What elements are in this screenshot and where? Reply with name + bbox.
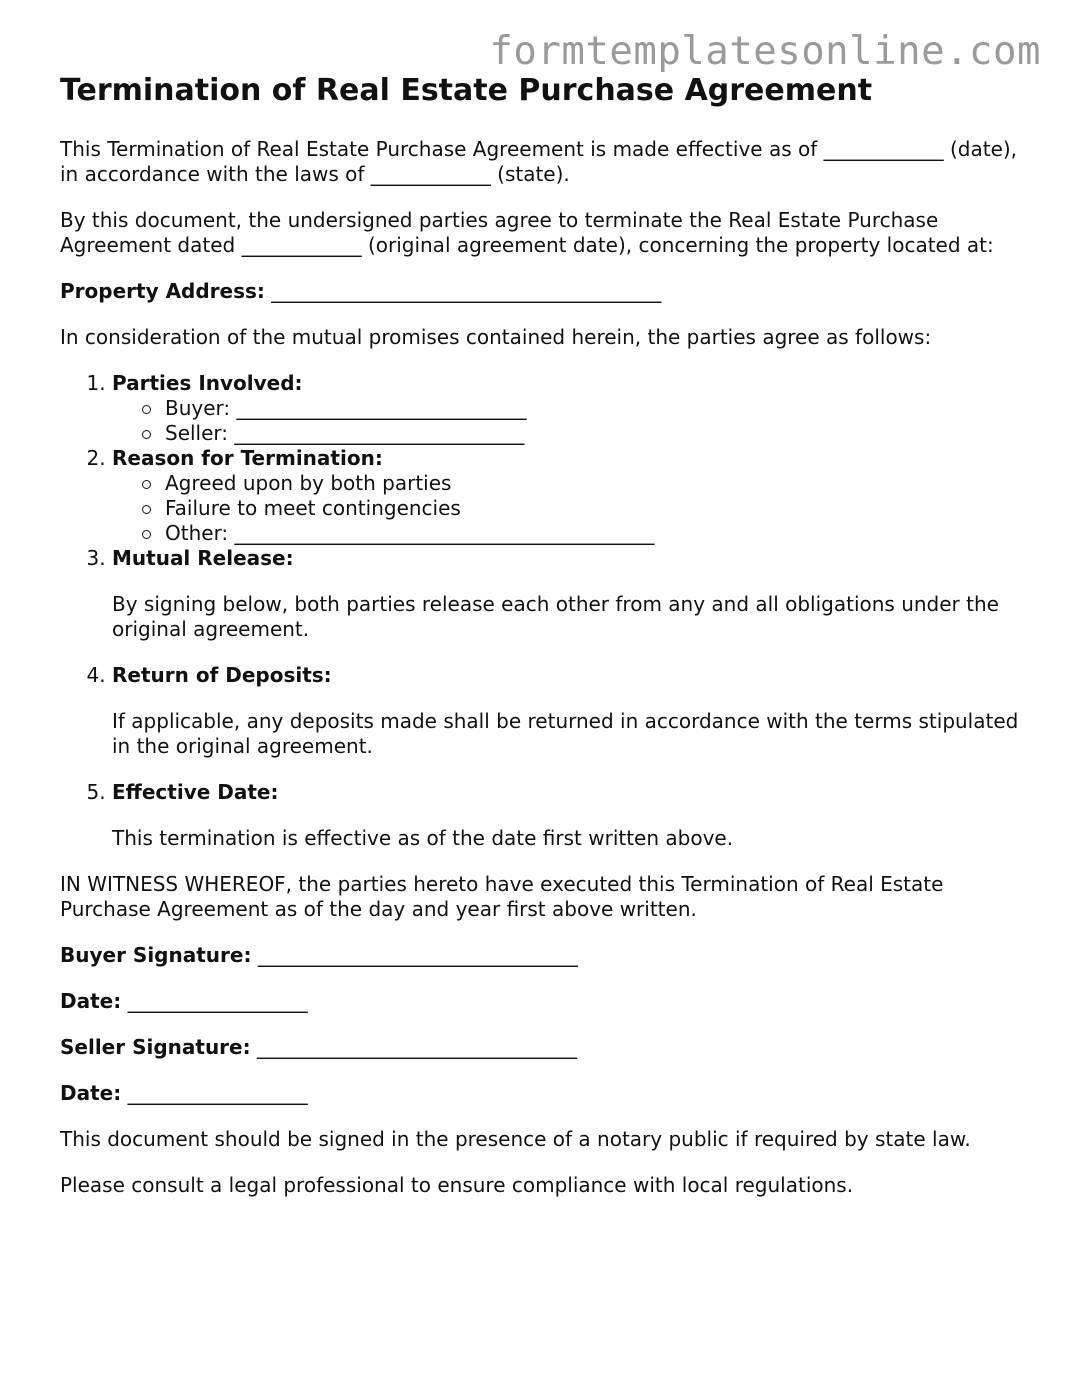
notary-note: This document should be signed in the presence of a notary public if required by state law. [60, 1127, 971, 1151]
seller-date-label: Date: [60, 1081, 122, 1105]
property-address-label: Property Address: [60, 279, 265, 303]
reason-option-contingencies: Failure to meet contingencies [142, 496, 1020, 521]
section-release-heading: Mutual Release: [112, 546, 294, 570]
property-address-field[interactable]: _______________________________________ [271, 279, 662, 303]
buyer-field[interactable]: Buyer: _____________________________ [142, 396, 1020, 421]
buyer-date-field[interactable]: __________________ [127, 989, 308, 1013]
section-parties-heading: Parties Involved: [112, 371, 303, 395]
buyer-signature-line [60, 943, 1020, 968]
section-parties [112, 371, 1020, 446]
release-text: By signing below, both parties release each other from any and all obligations under the original agreement. [112, 592, 999, 641]
seller-signature-line [60, 1035, 1020, 1060]
seller-signature-field[interactable]: ________________________________ [256, 1035, 577, 1059]
document-title: Termination of Real Estate Purchase Agreement [60, 73, 873, 108]
deposits-text: If applicable, any deposits made shall be returned in accordance with the terms stipulated in the original agreement. [112, 709, 1019, 758]
witness-paragraph: IN WITNESS WHEREOF, the parties hereto have executed this Termination of Real Estate Purchase Agreement as of the day and year first above written. [60, 872, 944, 921]
buyer-date-line [60, 989, 1020, 1014]
section-deposits [112, 663, 1020, 759]
reason-list [112, 471, 1020, 546]
effective-text: This termination is effective as of the date first written above. [112, 826, 734, 850]
legal-note: Please consult a legal professional to ensure compliance with local regulations. [60, 1173, 854, 1197]
reason-option-agreed: Agreed upon by both parties [142, 471, 1020, 496]
section-release [112, 546, 1020, 642]
terminate-paragraph: By this document, the undersigned parties agree to terminate the Real Estate Purchase Agreement dated ____________ (original agreement date), concerning the property located at: [60, 208, 994, 257]
seller-field[interactable]: Seller: _____________________________ [142, 421, 1020, 446]
buyer-signature-label: Buyer Signature: [60, 943, 252, 967]
section-effective-heading: Effective Date: [112, 780, 279, 804]
section-effective [112, 780, 1020, 851]
parties-list [112, 396, 1020, 446]
document-body [60, 137, 1020, 1219]
consideration-paragraph: In consideration of the mutual promises contained herein, the parties agree as follows: [60, 325, 932, 349]
buyer-date-label: Date: [60, 989, 122, 1013]
intro-paragraph: This Termination of Real Estate Purchase Agreement is made effective as of ____________ (date), in accordance with the laws of ____________ (state). [60, 137, 1018, 186]
seller-signature-label: Seller Signature: [60, 1035, 251, 1059]
buyer-signature-field[interactable]: ________________________________ [257, 943, 578, 967]
section-reason-heading: Reason for Termination: [112, 446, 383, 470]
seller-date-line [60, 1081, 1020, 1106]
seller-date-field[interactable]: __________________ [127, 1081, 308, 1105]
property-address-line [60, 279, 1020, 304]
reason-option-other-field[interactable]: Other: __________________________________________ [142, 521, 1020, 546]
terms-list [60, 371, 1020, 851]
watermark: formtemplatesonline.com [489, 29, 1041, 74]
section-reason [112, 446, 1020, 546]
section-deposits-heading: Return of Deposits: [112, 663, 332, 687]
